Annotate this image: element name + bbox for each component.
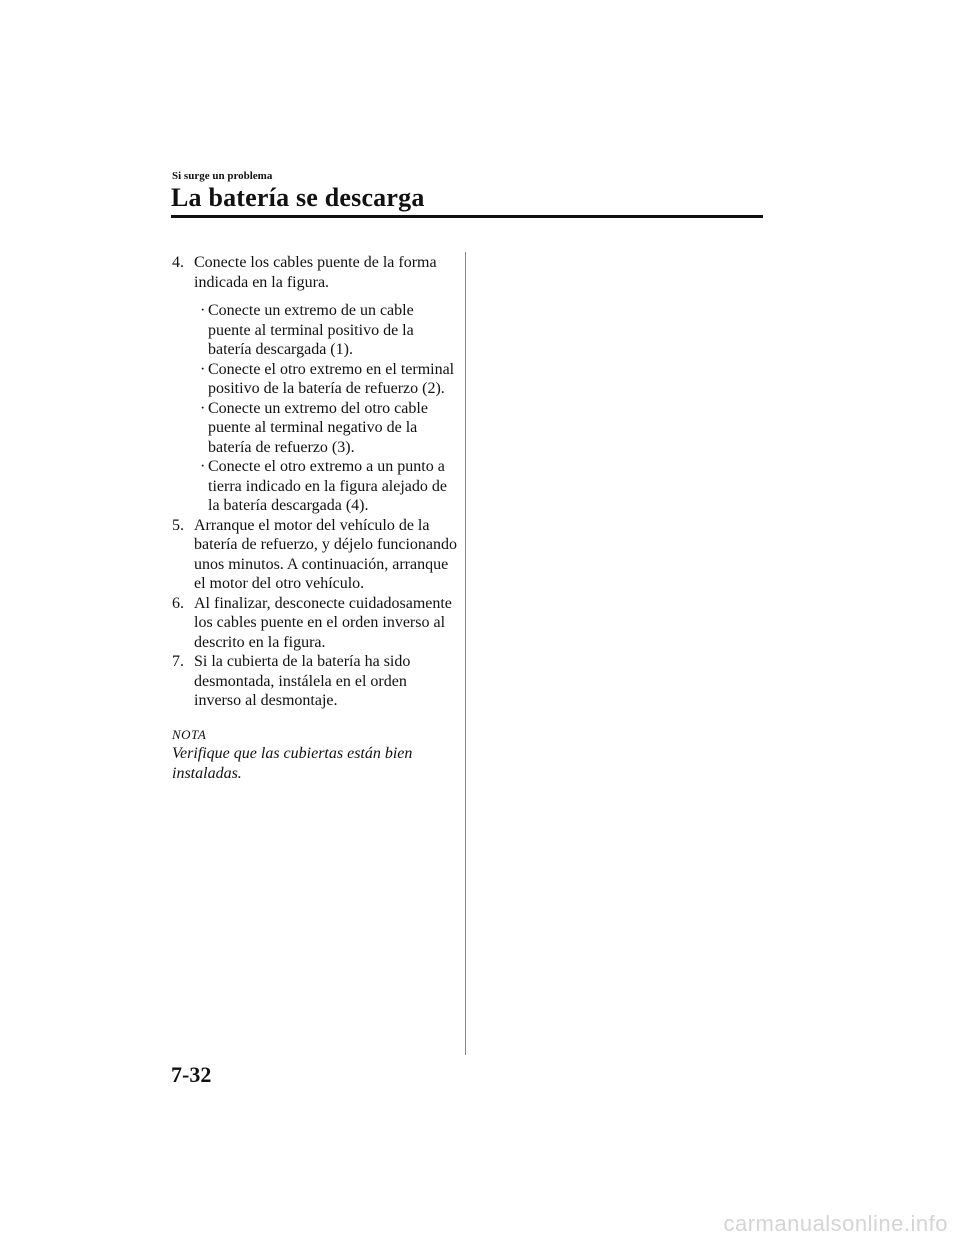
step-5 — [172, 516, 457, 594]
list-item — [172, 399, 457, 458]
step-text: Conecte los cables puente de la forma indicada en la figura. — [194, 254, 437, 291]
page-number: 7-32 — [171, 1062, 212, 1087]
step-number: 5. — [172, 516, 184, 534]
step-number: 7. — [172, 653, 184, 670]
step-number: 4. — [172, 254, 184, 271]
step-4 — [172, 253, 457, 292]
note-heading: NOTA — [172, 726, 207, 742]
list-item — [172, 301, 457, 360]
list-item — [172, 360, 457, 399]
watermark: carmanualsonline.info — [723, 1211, 948, 1236]
step-6 — [172, 594, 457, 653]
bullet-text: Conecte el otro extremo en el terminal positivo de la batería de refuerzo (2). — [208, 360, 455, 397]
column-divider — [465, 252, 466, 1055]
main-content — [172, 253, 457, 783]
bullet-list — [172, 301, 457, 516]
step-number: 6. — [172, 594, 184, 612]
bullet-text: Conecte un extremo de un cable puente al terminal positivo de la batería descargada (1). — [208, 302, 414, 358]
bullet-icon: · — [200, 302, 206, 319]
step-7 — [172, 652, 457, 711]
page-title: La batería se descarga — [171, 183, 425, 212]
bullet-text: Conecte un extremo del otro cable puente al terminal negativo de la batería de refuerzo (3). — [208, 399, 428, 456]
bullet-icon: · — [200, 458, 206, 475]
step-text: Arranque el motor del vehículo de la batería de refuerzo, y déjelo funcionando unos minutos. A continuación, arranque el motor del otro vehículo. — [194, 516, 457, 592]
note-text: Verifique que las cubiertas están bien instaladas. — [172, 745, 413, 782]
list-item — [172, 457, 457, 516]
step-text: Al finalizar, desconecte cuidadosamente los cables puente en el orden inverso al descrito en la figura. — [194, 594, 452, 651]
step-text: Si la cubierta de la batería ha sido desmontada, instálela en el orden inverso al desmontaje. — [194, 653, 411, 709]
bullet-text: Conecte el otro extremo a un punto a tierra indicado en la figura alejado de la batería descargada (4). — [208, 458, 447, 514]
bullet-icon: · — [200, 360, 206, 378]
section-label: Si surge un problema — [172, 170, 273, 182]
bullet-icon: · — [200, 399, 206, 417]
header-rule — [171, 215, 763, 218]
